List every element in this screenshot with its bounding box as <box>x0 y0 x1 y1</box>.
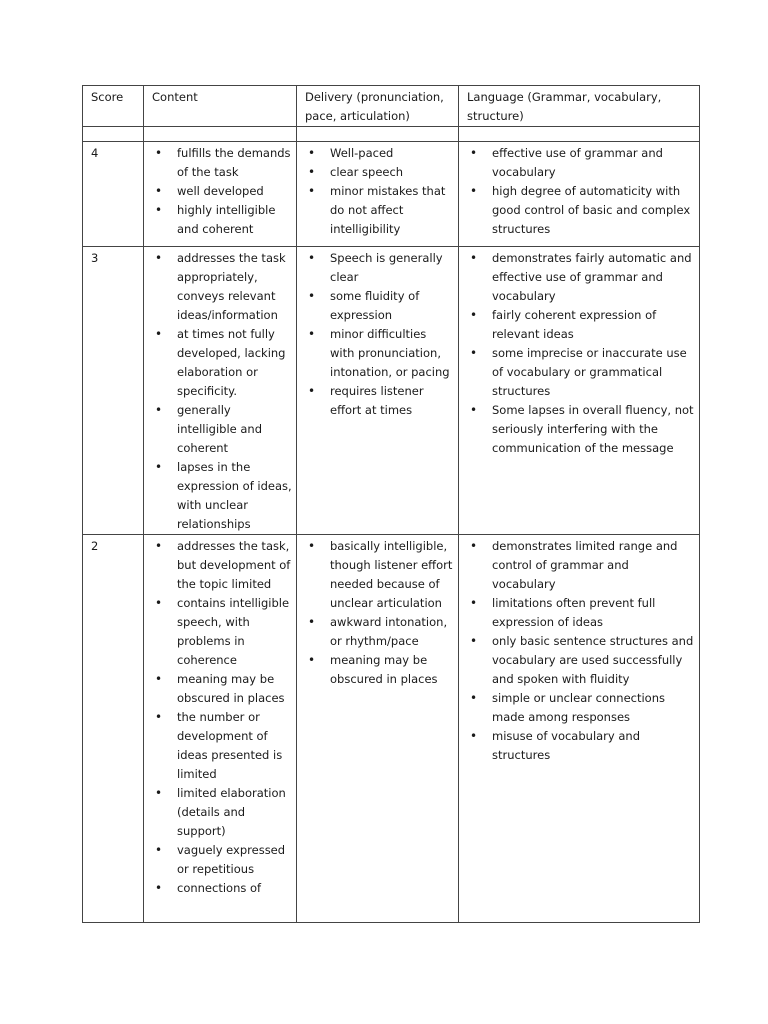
list-item: • generally intelligible and coherent <box>152 401 292 458</box>
list-item: • requires listener effort at times <box>305 382 454 420</box>
list-item: • contains intelligible speech, with problems in coherence <box>152 594 292 670</box>
list-item: • simple or unclear connections made among responses <box>467 689 695 727</box>
score-cell: 2 <box>83 535 144 923</box>
score-row-4 <box>83 142 700 247</box>
delivery-cell <box>297 247 459 535</box>
list-item: • some fluidity of expression <box>305 287 454 325</box>
list-item: • meaning may be obscured in places <box>152 670 292 708</box>
header-content: Content <box>144 86 297 127</box>
list-item: • vaguely expressed or repetitious <box>152 841 292 879</box>
list-item: • highly intelligible and coherent <box>152 201 292 239</box>
list-item: • Well-paced <box>305 144 454 163</box>
list-item: • limited elaboration (details and support) <box>152 784 292 841</box>
list-item: • minor difficulties with pronunciation, intonation, or pacing <box>305 325 454 382</box>
header-language: Language (Grammar, vocabulary, structure) <box>459 86 700 127</box>
language-cell <box>459 142 700 247</box>
score-cell: 3 <box>83 247 144 535</box>
list-item: • demonstrates fairly automatic and effective use of grammar and vocabulary <box>467 249 695 306</box>
list-item: • demonstrates limited range and control of grammar and vocabulary <box>467 537 695 594</box>
list-item: • high degree of automaticity with good control of basic and complex structures <box>467 182 695 239</box>
score-row-2 <box>83 535 700 923</box>
score-row-3 <box>83 247 700 535</box>
list-item: • basically intelligible, though listener effort needed because of unclear articulation <box>305 537 454 613</box>
list-item: • effective use of grammar and vocabulary <box>467 144 695 182</box>
list-item: • limitations often prevent full expression of ideas <box>467 594 695 632</box>
list-item: • at times not fully developed, lacking elaboration or specificity. <box>152 325 292 401</box>
list-item: • minor mistakes that do not affect intelligibility <box>305 182 454 239</box>
score-cell: 4 <box>83 142 144 247</box>
list-item: • only basic sentence structures and vocabulary are used successfully and spoken with fluidity <box>467 632 695 689</box>
list-item: • misuse of vocabulary and structures <box>467 727 695 765</box>
list-item: • connections of <box>152 879 292 898</box>
list-item: • the number or development of ideas presented is limited <box>152 708 292 784</box>
list-item: • Speech is generally clear <box>305 249 454 287</box>
header-row <box>83 86 700 127</box>
list-item: • well developed <box>152 182 292 201</box>
list-item: • addresses the task, but development of the topic limited <box>152 537 292 594</box>
delivery-cell <box>297 535 459 923</box>
list-item: • lapses in the expression of ideas, with unclear relationships <box>152 458 292 534</box>
list-item: • fairly coherent expression of relevant ideas <box>467 306 695 344</box>
content-cell <box>144 142 297 247</box>
list-item: • addresses the task appropriately, conveys relevant ideas/information <box>152 249 292 325</box>
header-delivery: Delivery (pronunciation, pace, articulation) <box>297 86 459 127</box>
language-cell <box>459 535 700 923</box>
list-item: • fulfills the demands of the task <box>152 144 292 182</box>
list-item: • Some lapses in overall fluency, not seriously interfering with the communication of the message <box>467 401 695 458</box>
list-item: • awkward intonation, or rhythm/pace <box>305 613 454 651</box>
list-item: • some imprecise or inaccurate use of vocabulary or grammatical structures <box>467 344 695 401</box>
language-cell <box>459 247 700 535</box>
content-cell <box>144 247 297 535</box>
delivery-cell <box>297 142 459 247</box>
spacer-row <box>83 127 700 142</box>
rubric-table <box>82 85 700 923</box>
content-cell <box>144 535 297 923</box>
header-score: Score <box>83 86 144 127</box>
list-item: • clear speech <box>305 163 454 182</box>
list-item: • meaning may be obscured in places <box>305 651 454 689</box>
